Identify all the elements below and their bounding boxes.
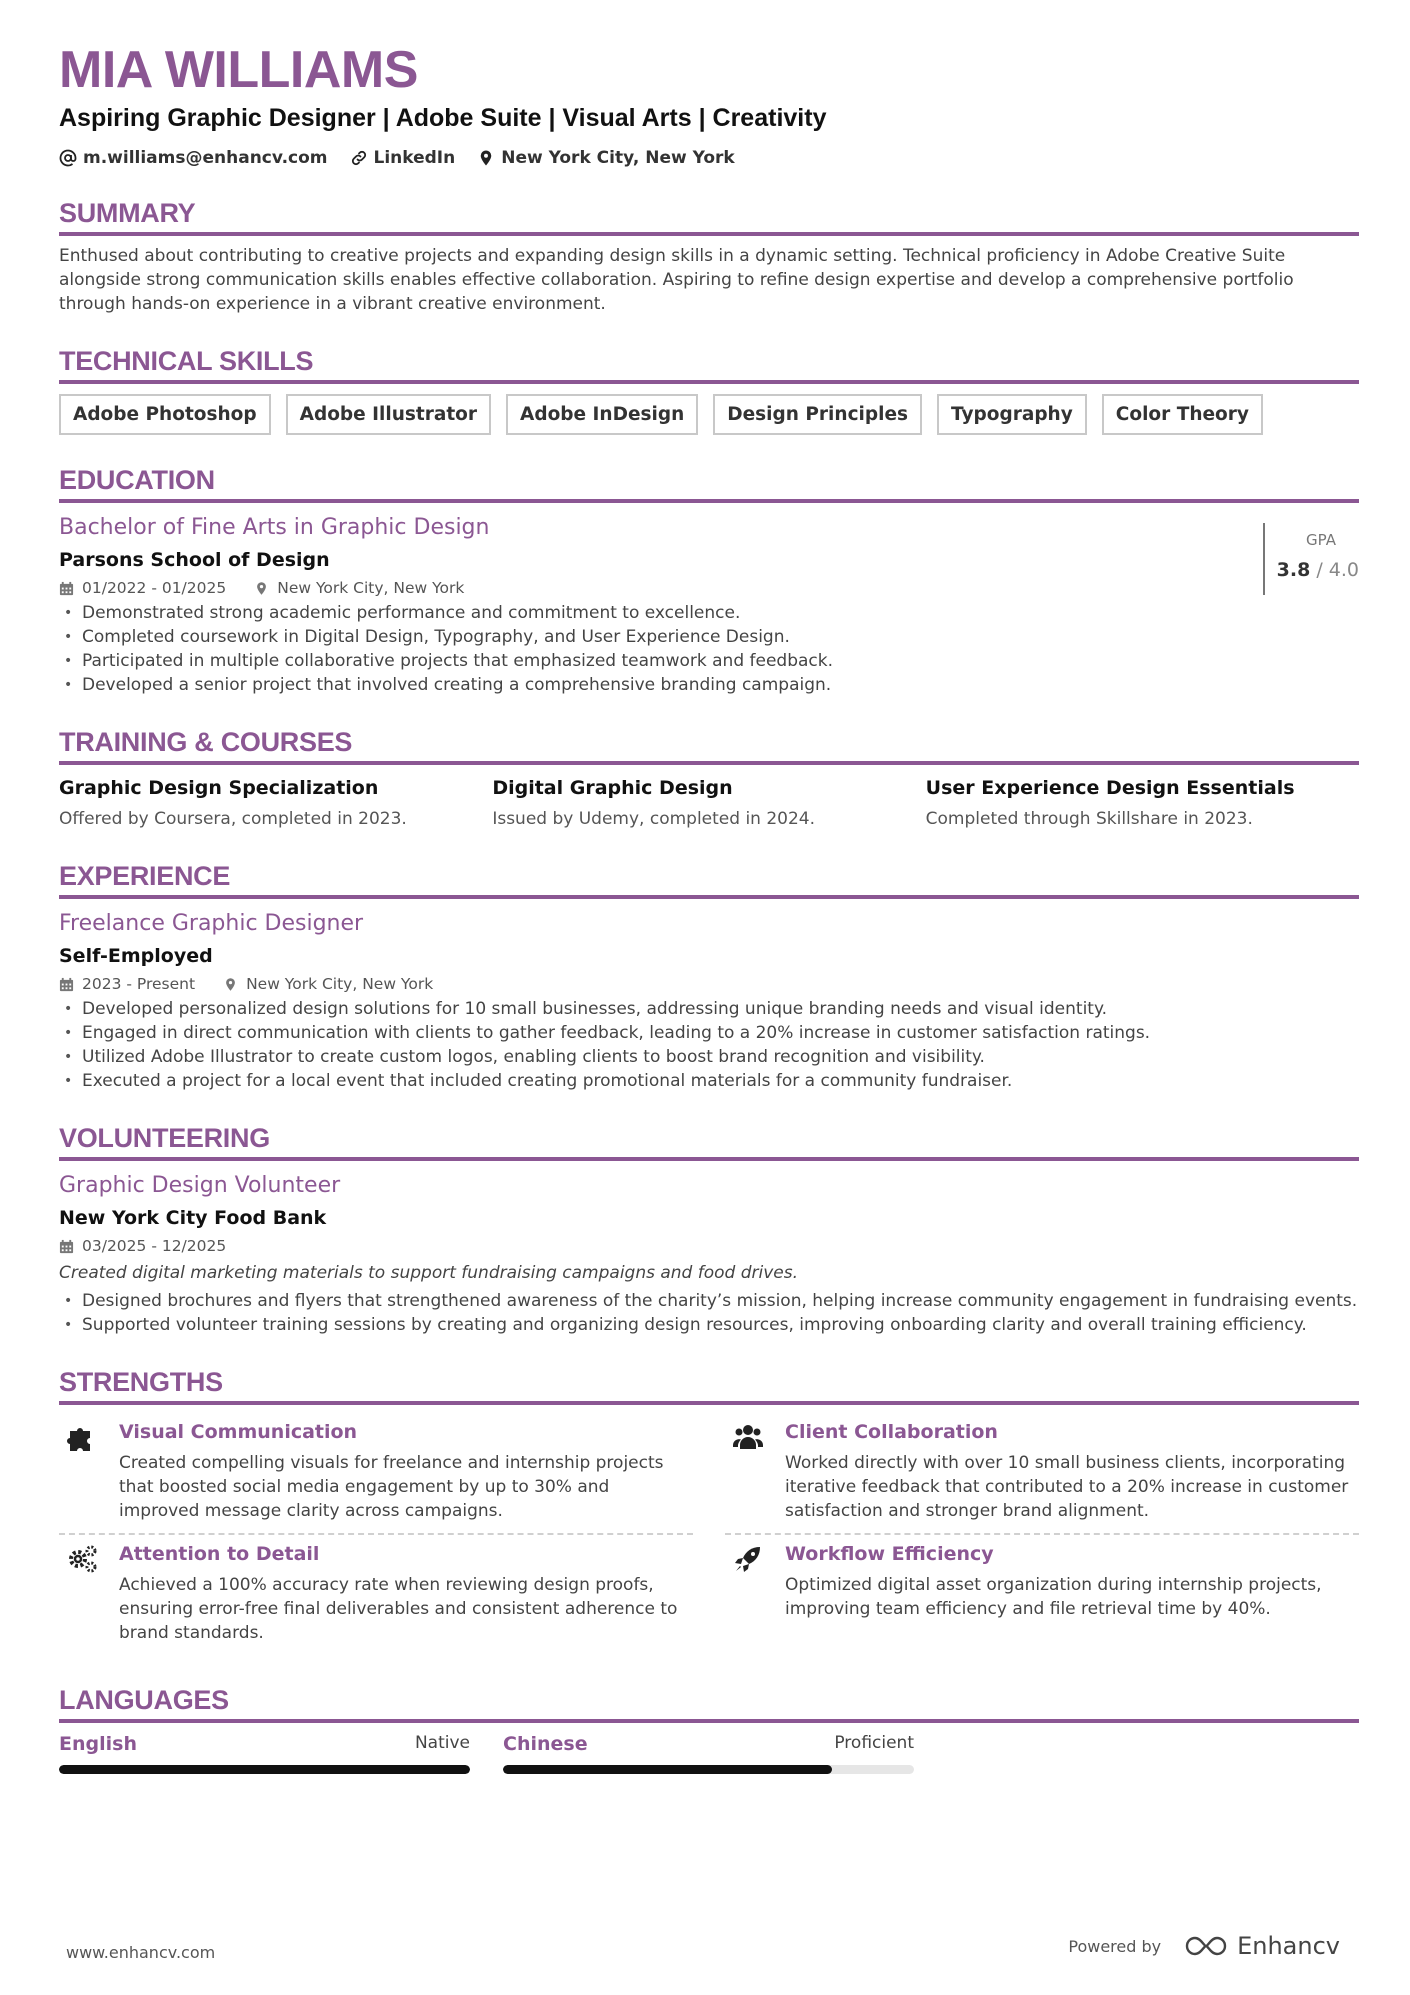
volunteer-dates xyxy=(59,1237,226,1255)
powered-by-text: Powered by xyxy=(1068,1936,1162,1956)
course-desc: Completed through Skillshare in 2023. xyxy=(925,809,1253,829)
contact-linkedin-text: LinkedIn xyxy=(373,148,456,168)
link-icon xyxy=(350,149,368,167)
strength-body xyxy=(119,1419,693,1523)
list-item: • Designed brochures and flyers that strengthened awareness of the charity’s mission, helping increase community engagement in fundraising events. xyxy=(59,1289,1359,1313)
brand-logo[interactable] xyxy=(1183,1932,1340,1960)
strength-icon-wrap xyxy=(59,1541,105,1645)
school-name: Parsons School of Design xyxy=(59,549,330,571)
course-title: Digital Graphic Design xyxy=(492,777,733,799)
degree-title: Bachelor of Fine Arts in Graphic Design xyxy=(59,515,490,540)
experience-bullets xyxy=(59,997,1359,1093)
strengths-grid xyxy=(59,1413,1359,1655)
experience-meta xyxy=(59,975,1359,993)
volunteer-dates-text: 03/2025 - 12/2025 xyxy=(82,1237,227,1255)
language-level: Proficient xyxy=(834,1733,914,1753)
strength-icon-wrap xyxy=(59,1419,105,1523)
language-bar-fill xyxy=(59,1765,470,1774)
skill-tag: Adobe Photoshop xyxy=(59,394,271,435)
experience-heading: EXPERIENCE xyxy=(59,859,1359,899)
skill-tag: Typography xyxy=(937,394,1087,435)
education-meta xyxy=(59,579,1359,597)
gpa-max: 4.0 xyxy=(1328,559,1359,581)
strength-desc: Created compelling visuals for freelance and internship projects that boosted social media engagement by up to 30% and improved message clarity across campaigns. xyxy=(119,1453,664,1521)
puzzle-icon xyxy=(66,1421,98,1453)
education-heading: EDUCATION xyxy=(59,463,1359,503)
list-item: • Participated in multiple collaborative projects that emphasized teamwork and feedback. xyxy=(59,649,1359,673)
list-item: • Demonstrated strong academic performance and commitment to excellence. xyxy=(59,601,1359,625)
calendar-icon xyxy=(59,1239,74,1254)
education-dates xyxy=(59,579,226,597)
list-item: • Developed a senior project that involved creating a comprehensive branding campaign. xyxy=(59,673,1359,697)
strength-icon-wrap xyxy=(725,1419,771,1523)
courses-list xyxy=(59,775,1359,831)
skill-tag: Adobe Illustrator xyxy=(286,394,491,435)
language-row xyxy=(59,1733,470,1755)
course-item xyxy=(926,775,1359,831)
role-title: Freelance Graphic Designer xyxy=(59,911,364,936)
training-heading: TRAINING & COURSES xyxy=(59,725,1359,765)
location-icon xyxy=(254,581,269,596)
contact-location-text: New York City, New York xyxy=(501,148,735,168)
volunteer-org: New York City Food Bank xyxy=(59,1207,327,1229)
experience-dates-text: 2023 - Present xyxy=(82,975,196,993)
strength-desc: Optimized digital asset organization during internship projects, improving team efficiency and file retrieval time by 40%. xyxy=(785,1575,1322,1619)
candidate-name: MIA WILLIAMS xyxy=(59,41,418,99)
footer-branding xyxy=(1068,1932,1340,1960)
course-item xyxy=(59,775,492,831)
contact-email-text: m.williams@enhancv.com xyxy=(83,148,328,168)
language-bar xyxy=(59,1765,470,1774)
strength-title: Attention to Detail xyxy=(119,1543,320,1565)
strength-item xyxy=(59,1535,693,1655)
footer-website[interactable]: www.enhancv.com xyxy=(66,1943,216,1962)
language-name: English xyxy=(59,1733,137,1755)
course-title: Graphic Design Specialization xyxy=(59,777,379,799)
resume-page xyxy=(59,40,1359,1774)
users-icon xyxy=(732,1421,764,1453)
experience-location-text: New York City, New York xyxy=(246,975,434,993)
language-bar xyxy=(503,1765,914,1774)
calendar-icon xyxy=(59,581,74,596)
volunteer-role: Graphic Design Volunteer xyxy=(59,1173,341,1198)
list-item: • Engaged in direct communication with clients to gather feedback, leading to a 20% increase in customer satisfaction ratings. xyxy=(59,1021,1359,1045)
skills-list xyxy=(59,394,1359,435)
strength-title: Visual Communication xyxy=(119,1421,358,1443)
calendar-icon xyxy=(59,977,74,992)
summary-heading: SUMMARY xyxy=(59,196,1359,236)
strength-desc: Worked directly with over 10 small business clients, incorporating iterative feedback that contributed to a 20% increase in customer satisfaction and stronger brand alignment. xyxy=(785,1453,1349,1521)
skill-tag: Color Theory xyxy=(1102,394,1263,435)
education-bullets xyxy=(59,601,1359,697)
education-entry xyxy=(59,513,1359,697)
list-item: • Utilized Adobe Illustrator to create custom logos, enabling clients to boost brand recognition and visibility. xyxy=(59,1045,1359,1069)
enhancv-logo-icon xyxy=(1183,1933,1229,1959)
education-location-text: New York City, New York xyxy=(277,579,465,597)
strength-item xyxy=(725,1413,1359,1535)
language-name: Chinese xyxy=(503,1733,588,1755)
brand-name: Enhancv xyxy=(1237,1932,1340,1960)
language-bar-fill xyxy=(503,1765,832,1774)
language-item xyxy=(59,1733,470,1774)
language-level: Native xyxy=(414,1733,470,1753)
language-item xyxy=(503,1733,914,1774)
at-icon xyxy=(59,149,77,167)
strength-icon-wrap xyxy=(725,1541,771,1645)
skills-heading: TECHNICAL SKILLS xyxy=(59,344,1359,384)
strength-item xyxy=(725,1535,1359,1655)
strength-item xyxy=(59,1413,693,1535)
gpa-label: GPA xyxy=(1306,531,1336,549)
rocket-icon xyxy=(732,1543,764,1575)
skill-tag: Adobe InDesign xyxy=(506,394,698,435)
candidate-headline: Aspiring Graphic Designer | Adobe Suite | Visual Arts | Creativity xyxy=(59,104,827,132)
languages-heading: LANGUAGES xyxy=(59,1683,1359,1723)
strength-body xyxy=(785,1419,1359,1523)
gpa-value: 3.8 / 4.0 xyxy=(1276,559,1359,581)
strength-body xyxy=(119,1541,693,1645)
strength-body xyxy=(785,1541,1359,1645)
languages-list xyxy=(59,1733,1359,1774)
language-row xyxy=(503,1733,914,1755)
experience-dates xyxy=(59,975,195,993)
summary-text: Enthused about contributing to creative projects and expanding design skills in a dynamic setting. Technical proficiency in Adobe Creative Suite alongside strong communication skills enables effective collaboration. Aspiring to refine design expertise and develop a comprehensive portfolio through hands-on experience in a vibrant creative environment. xyxy=(59,246,1294,314)
employer-name: Self-Employed xyxy=(59,945,213,967)
strength-desc: Achieved a 100% accuracy rate when reviewing design proofs, ensuring error-free final deliverables and consistent adherence to brand standards. xyxy=(119,1575,678,1643)
strengths-heading: STRENGTHS xyxy=(59,1365,1359,1405)
list-item: • Supported volunteer training sessions by creating and organizing design resources, improving onboarding clarity and overall training efficiency. xyxy=(59,1313,1359,1337)
volunteering-heading: VOLUNTEERING xyxy=(59,1121,1359,1161)
location-icon xyxy=(223,977,238,992)
gpa-box xyxy=(1263,523,1359,595)
list-item: • Executed a project for a local event that included creating promotional materials for a community fundraiser. xyxy=(59,1069,1359,1093)
contact-list xyxy=(59,148,1359,168)
volunteer-bullets xyxy=(59,1289,1359,1337)
experience-location xyxy=(223,975,433,993)
list-item: • Completed coursework in Digital Design, Typography, and User Experience Design. xyxy=(59,625,1359,649)
contact-linkedin[interactable] xyxy=(350,148,456,168)
gears-icon xyxy=(66,1543,98,1575)
course-desc: Issued by Udemy, completed in 2024. xyxy=(492,809,816,829)
list-item: • Developed personalized design solutions for 10 small businesses, addressing unique branding needs and visual identity. xyxy=(59,997,1359,1021)
strength-title: Workflow Efficiency xyxy=(785,1543,994,1565)
contact-location xyxy=(477,148,734,168)
education-location xyxy=(254,579,464,597)
course-title: User Experience Design Essentials xyxy=(925,777,1295,799)
gpa-score: 3.8 xyxy=(1276,559,1311,581)
volunteer-summary: Created digital marketing materials to support fundraising campaigns and food drives. xyxy=(59,1263,799,1283)
strength-title: Client Collaboration xyxy=(785,1421,998,1443)
course-item xyxy=(492,775,925,831)
education-dates-text: 01/2022 - 01/2025 xyxy=(82,579,227,597)
volunteer-meta xyxy=(59,1237,1359,1255)
skill-tag: Design Principles xyxy=(713,394,922,435)
course-desc: Offered by Coursera, completed in 2023. xyxy=(59,809,407,829)
location-icon xyxy=(477,149,495,167)
contact-email[interactable] xyxy=(59,148,328,168)
